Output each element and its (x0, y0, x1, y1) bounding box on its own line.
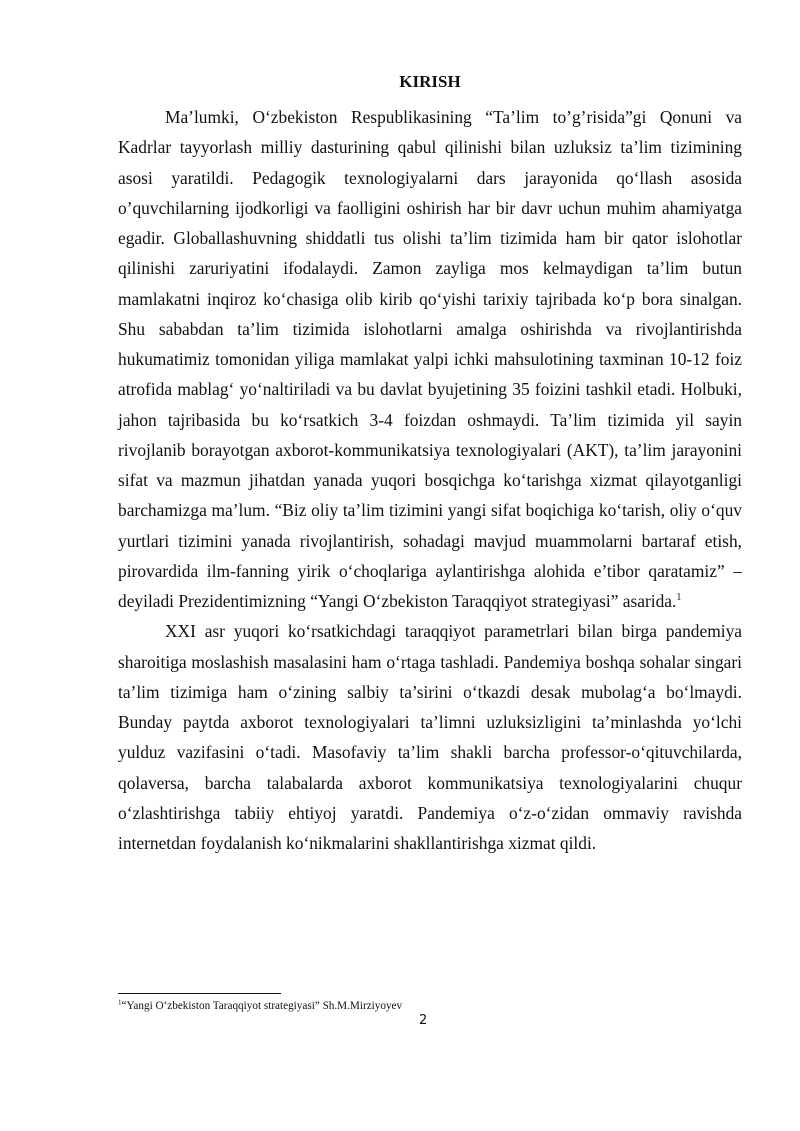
paragraph-pandemic (118, 616, 742, 858)
footnote-reference: 1 (676, 592, 682, 604)
paragraph-intro (118, 102, 742, 616)
paragraph-pandemic-text: XXI asr yuqori ko‘rsatkichdagi taraqqiyot parametrlari bilan birga pandemiya sharoitiga moslashish masalasini ham o‘rtaga tashladi. Pandemiya boshqa sohalar singari ta’lim tizimiga ham o‘zining salbiy ta’sirini o‘tkazdi desak mubolag‘a bo‘lmaydi. Bunday paytda axborot texnologiyalari ta’limni uzluksizligini ta’minlashda yo‘lchi yulduz vazifasini o‘tadi. Masofaviy ta’lim shakli barcha professor-o‘qituvchilarda, qolaversa, barcha talabalarda axborot kommunikatsiya texnologiyalarini chuqur o‘zlashtirishga tabiiy ehtiyoj yaratdi. Pandemiya o‘z-o‘zidan ommaviy ravishda internetdan foydalanish ko‘nikmalarini shakllantirishga xizmat qildi. (118, 621, 742, 853)
paragraph-intro-text: Ma’lumki, O‘zbekiston Respublikasining “Ta’lim to’g’risida”gi Qonuni va Kadrlar tayyorlash milliy dasturining qabul qilinishi bilan uzluksiz ta’lim tizimining asosi yaratildi. Pedagogik texnologiyalarni dars jarayonida qo‘llash asosida o’quvchilarning ijodkorligi va faolligini oshirish har bir davr uchun muhim ahamiyatga egadir. Globallashuvning shiddatli tus olishi ta’lim tizimida ham bir qator islohotlar qilinishi zaruriyatini ifodalaydi. Zamon zayliga mos kelmaydigan ta’lim butun mamlakatni inqiroz ko‘chasiga olib kirib qo‘yishi tarixiy tajribada ko‘p bora sinalgan. Shu sababdan ta’lim tizimida islohotlarni amalga oshirishda va rivojlantirishda hukumatimiz tomonidan yiliga mamlakat yalpi ichki mahsulotining taxminan 10-12 foiz atrofida mablag‘ yo‘naltiriladi va bu davlat byujetining 35 foizini tashkil etadi. Holbuki, jahon tajribasida bu ko‘rsatkich 3-4 foizdan oshmaydi. Ta’lim tizimida yil sayin rivojlanib borayotgan axborot-kommunikatsiya texnologiyalari (AKT), ta’lim jarayonini sifat va mazmun jihatdan yanada yuqori bosqichga ko‘tarishga xizmat qilayotganligi barchamizga ma’lum. “Biz oliy ta’lim tizimini yangi sifat boqichiga ko‘tarish, oliy o‘quv yurtlari tizimini yanada rivojlantirish, sohadagi mavjud muammolarni bartaraf etish, pirovardida ilm-fanning yirik o‘choqlariga aylantirishga alohida e’tibor qaratamiz” – deyiladi Prezidentimizning “Yangi O‘zbekiston Taraqqiyot strategiyasi” asarida. (118, 107, 742, 611)
page-number: 2 (419, 1013, 428, 1028)
footnote-text: “Yangi O‘zbekiston Taraqqiyot strategiyasi” Sh.M.Mirziyoyev (121, 1000, 403, 1012)
footnote-marker: 1 (118, 998, 122, 1007)
document-body (118, 72, 742, 858)
footnote-separator (118, 993, 281, 994)
footnote (118, 999, 402, 1013)
page-title: KIRISH (399, 72, 461, 91)
